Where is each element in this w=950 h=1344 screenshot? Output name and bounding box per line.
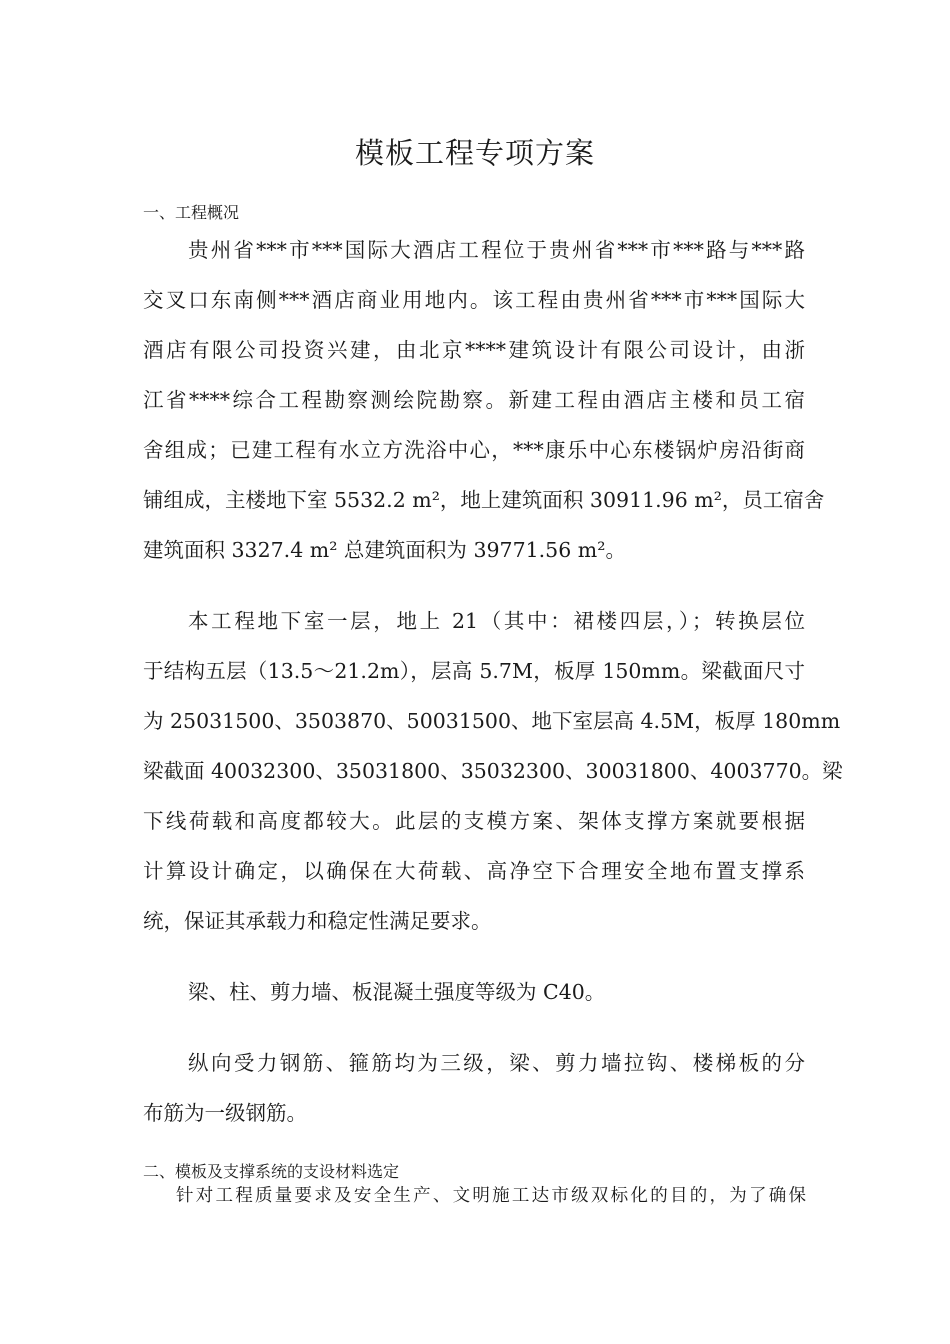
paragraph-line: 针对工程质量要求及安全生产、文明施工达市级双标化的目的，为了确保 [176, 1186, 806, 1206]
paragraph-line: 布筋为一级钢筋。 [143, 1101, 307, 1125]
paragraph-line: 江省****综合工程勘察测绘院勘察。新建工程由酒店主楼和员工宿 [143, 388, 805, 412]
paragraph-line: 本工程地下室一层，地上 21（其中：裙楼四层，）；转换层位 [188, 609, 805, 633]
paragraph-line: 贵州省***市***国际大酒店工程位于贵州省***市***路与***路 [188, 238, 805, 262]
paragraph-line: 为 25031500、3503870、50031500、地下室层高 4.5M，板厚 180mm [143, 709, 841, 733]
paragraph-line: 下线荷载和高度都较大。此层的支模方案、架体支撑方案就要根据 [143, 809, 805, 833]
section-heading-overview: 一、工程概况 [143, 203, 240, 222]
paragraph-line: 统，保证其承载力和稳定性满足要求。 [143, 909, 492, 933]
document-title: 模板工程专项方案 [354, 136, 595, 170]
paragraph-line: 铺组成，主楼地下室 5532.2 m²，地上建筑面积 30911.96 m²，员工宿舍 [143, 488, 825, 512]
paragraph-line: 交叉口东南侧***酒店商业用地内。该工程由贵州省***市***国际大 [143, 288, 805, 312]
section-heading-materials: 二、模板及支撑系统的支设材料选定 [143, 1162, 400, 1181]
paragraph-line: 建筑面积 3327.4 m² 总建筑面积为 39771.56 m²。 [143, 538, 626, 562]
paragraph-line: 梁截面 40032300、35031800、35032300、30031800、4003770。梁 [143, 759, 843, 783]
paragraph-line: 酒店有限公司投资兴建，由北京****建筑设计有限公司设计，由浙 [143, 338, 805, 362]
paragraph-line: 于结构五层（13.5～21.2m），层高 5.7M，板厚 150mm。梁截面尺寸 [143, 659, 805, 683]
paragraph-line: 舍组成；已建工程有水立方洗浴中心，***康乐中心东楼锅炉房沿街商 [143, 438, 805, 462]
paragraph-line: 梁、柱、剪力墙、板混凝土强度等级为 C40。 [188, 980, 606, 1004]
paragraph-line: 纵向受力钢筋、箍筋均为三级，梁、剪力墙拉钩、楼梯板的分 [188, 1051, 805, 1075]
paragraph-line: 计算设计确定，以确保在大荷载、高净空下合理安全地布置支撑系 [143, 859, 805, 883]
